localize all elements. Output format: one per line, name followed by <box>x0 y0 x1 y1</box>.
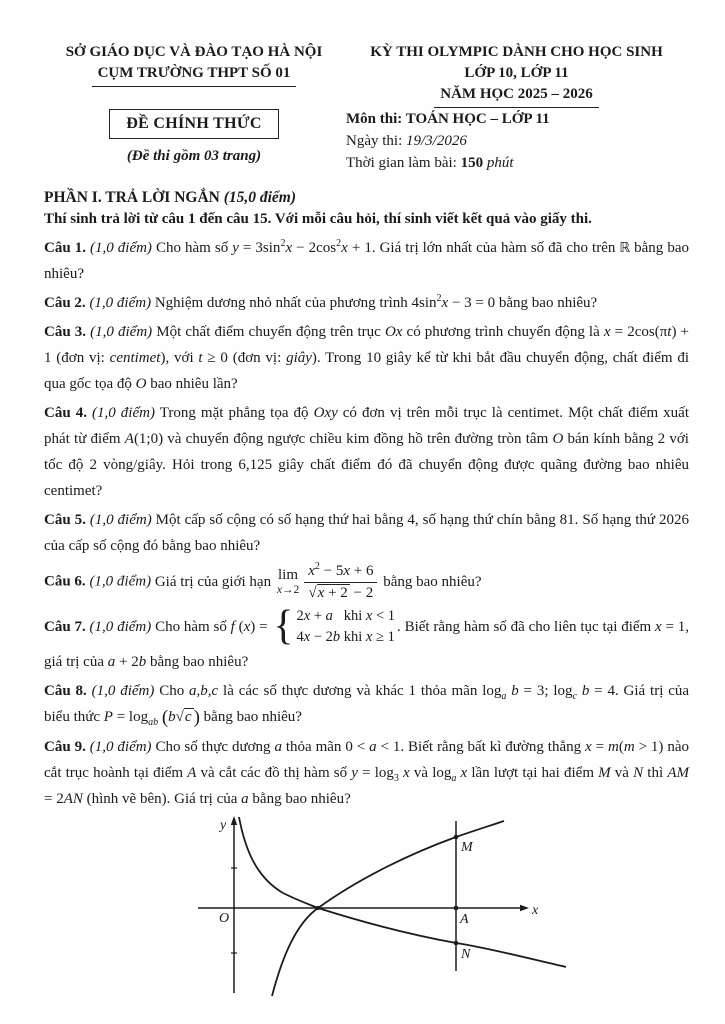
section-points: (15,0 điểm) <box>223 189 297 206</box>
label-point-A: A <box>460 912 469 927</box>
duration-value: 150 <box>460 155 484 171</box>
label-origin: O <box>219 911 230 926</box>
questions-list <box>44 235 689 812</box>
question-label: Câu 8. <box>44 683 87 699</box>
official-box-wrap <box>44 87 344 139</box>
exam-date-line <box>344 130 689 152</box>
header <box>44 42 689 174</box>
question-label: Câu 6. <box>44 573 86 590</box>
point-A <box>454 906 459 911</box>
issuer-block <box>44 42 344 165</box>
question-body: Cho hàm số f (x) = { 2x + a khi x < 1 4x − 2b khi x ≥ 1 . Biết rằng hàm số đã cho liên tục tại điểm x = 1, giá trị của a + 2b bằng bao nhiêu? <box>44 603 690 670</box>
question-label: Câu 7. <box>44 618 86 635</box>
issuer-cluster <box>44 63 344 87</box>
label-point-M: M <box>461 840 473 855</box>
question-body: Cho hàm số $y = 3\sin^2x - 2\cos^2x + 1$. Giá trị lớn nhất của hàm số đã cho trên ℝ bằng bao nhiêu? <box>44 238 689 282</box>
question-points: (1,0 điểm) <box>89 512 152 528</box>
question-points: (1,0 điểm) <box>90 324 153 340</box>
label-x-axis: x <box>532 903 539 918</box>
point-intersection <box>316 906 320 910</box>
exam-title-line2: LỚP 10, LỚP 11 <box>464 65 569 81</box>
question-2 <box>44 290 689 316</box>
question-5 <box>44 507 689 559</box>
duration-label: Thời gian làm bài: <box>346 155 461 171</box>
date-label: Ngày thi: <box>346 133 406 149</box>
question-body: Trong mặt phẳng tọa độ Oxy có đơn vị trên mỗi trục là centimet. Một chất điểm xuất phát từ điểm A(1;0) và chuyển động ngược chiều kim đồng hồ trên đường tròn tâm O bán kính bằng 2 với tốc độ 2 vòng/giây. Hỏi trong 6,125 giây chất điểm đó đã chuyển động được quãng đường bao nhiêu centimet? <box>44 405 690 499</box>
question-body: Giá trị của giới hạn lim x→2 $\frac{x^2 - 5x + 6}{√x + 2 - 2}$ bằng bao nhiêu? <box>154 561 482 601</box>
exam-year <box>344 84 689 108</box>
subject-label: Môn thi: <box>346 111 406 127</box>
question-label: Câu 3. <box>44 324 87 340</box>
question-body: Cho a,b,c là các số thực dương và khác 1 thỏa mãn $\log_a b = 3$; $\log_c b = 4$. Giá trị của biểu thức $P = \log_{ab} (b√c$ ) bằng bao nhiêu? <box>44 683 690 728</box>
question-body: Nghiệm dương nhỏ nhất của phương trình $4\sin^2x - 3 = 0$ bằng bao nhiêu? <box>154 293 598 311</box>
question-4 <box>44 400 689 504</box>
issuer-cluster-underline: CỤM TRƯỜNG THPT SỐ 01 <box>92 63 297 87</box>
question-7 <box>44 603 690 676</box>
question-3 <box>44 319 689 397</box>
exam-title-block <box>344 42 689 174</box>
question-points: (1,0 điểm) <box>92 405 155 421</box>
question-6 <box>44 562 689 603</box>
question-points: (1,0 điểm) <box>89 618 152 635</box>
question-label: Câu 4. <box>44 405 87 421</box>
label-y-axis: y <box>220 818 227 833</box>
section-title: PHẦN I. TRẢ LỜI NGẮN <box>44 189 224 206</box>
question-label: Câu 2. <box>44 295 86 311</box>
curve-logax <box>239 817 566 967</box>
section-instruction: Thí sinh trả lời từ câu 1 đến câu 15. Với mỗi câu hỏi, thí sinh viết kết quả vào giấy thi. <box>44 211 592 227</box>
exam-duration-line <box>344 152 689 174</box>
question-points: (1,0 điểm) <box>89 739 152 755</box>
y-axis-arrow-icon <box>231 816 237 825</box>
question-8 <box>44 678 689 731</box>
date-value: 19/3/2026 <box>406 133 467 149</box>
question-body: Một cấp số cộng có số hạng thứ hai bằng 4, số hạng thứ chín bằng 81. Số hạng thứ 2026 của cấp số cộng đó bằng bao nhiêu? <box>44 512 690 554</box>
question-1 <box>44 235 689 287</box>
issuer-department: SỞ GIÁO DỤC VÀ ĐÀO TẠO HÀ NỘI <box>65 44 323 60</box>
question-points: (1,0 điểm) <box>90 240 152 256</box>
question-points: (1,0 điểm) <box>89 295 152 311</box>
label-point-N: N <box>461 947 471 962</box>
point-M <box>454 835 459 840</box>
point-N <box>454 941 459 946</box>
section-heading <box>44 189 689 207</box>
figure-log-graph <box>186 815 689 997</box>
exam-year-underline: NĂM HỌC 2025 – 2026 <box>434 84 599 108</box>
log-graph-svg <box>186 815 590 997</box>
exam-subject-line <box>344 108 689 130</box>
question-body: Cho số thực dương a thỏa mãn 0 < a < 1. Biết rằng bất kì đường thẳng x = m(m > 1) nào cắt trục hoành tại điểm A và cắt các đồ thị hàm số $y = \log_3 x$ và $\log_a x$ lần lượt tại hai điểm M và N thì AM = 2AN (hình vẽ bên). Giá trị của a bằng bao nhiêu? <box>44 739 689 807</box>
question-points: (1,0 điểm) <box>91 683 155 699</box>
question-9 <box>44 734 689 812</box>
question-body: Một chất điểm chuyển động trên trục Ox có phương trình chuyển động là x = 2cos(πt) + 1 (đơn vị: centimet), với t ≥ 0 (đơn vị: giây). Trong 10 giây kể từ khi bắt đầu chuyển động, chất điểm đi qua gốc tọa độ O bao nhiêu lần? <box>44 324 689 392</box>
exam-title-line1: KỲ THI OLYMPIC DÀNH CHO HỌC SINH <box>370 44 663 60</box>
official-exam-stamp: ĐỀ CHÍNH THỨC <box>109 109 278 139</box>
subject-value: TOÁN HỌC – LỚP 11 <box>405 111 550 127</box>
question-label: Câu 5. <box>44 512 86 528</box>
question-label: Câu 9. <box>44 739 86 755</box>
question-points: (1,0 điểm) <box>89 573 152 590</box>
x-axis-arrow-icon <box>520 905 529 911</box>
question-label: Câu 1. <box>44 240 86 256</box>
pages-note: (Đề thi gồm 03 trang) <box>126 148 262 164</box>
duration-unit: phút <box>483 155 514 171</box>
